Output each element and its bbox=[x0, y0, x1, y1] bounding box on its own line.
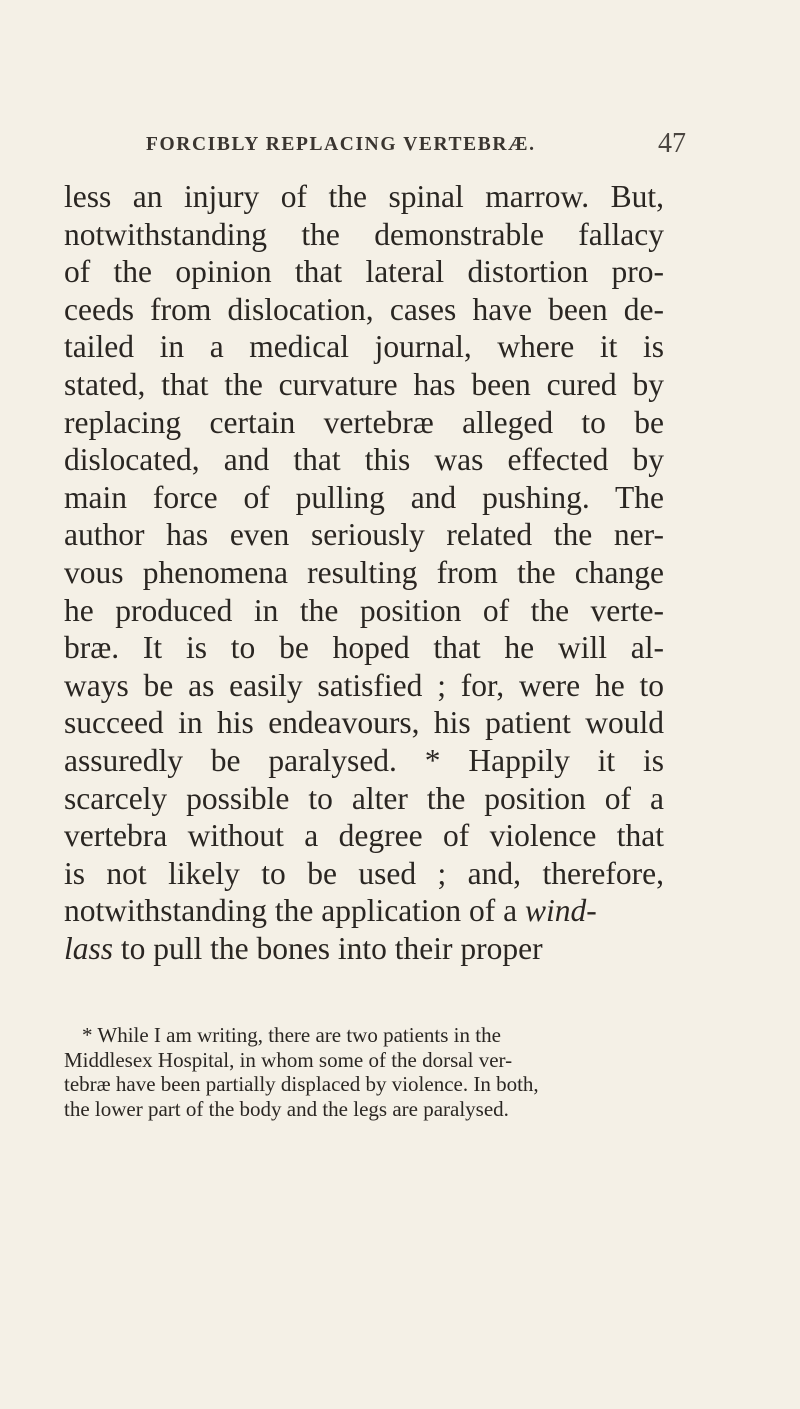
text-line: replacing certain vertebræ alleged to be bbox=[64, 404, 664, 440]
text-line: less an injury of the spinal marrow. But, bbox=[64, 179, 664, 214]
text-line: vertebra without a degree of violence that bbox=[64, 818, 664, 854]
text-line: assuredly be paralysed. * Happily it is bbox=[64, 742, 664, 778]
text-line: author has even seriously related the ner- bbox=[64, 517, 664, 553]
running-head bbox=[146, 128, 686, 174]
footnote-line: the lower part of the body and the legs are paralysed. bbox=[64, 1096, 509, 1121]
page-number: 47 bbox=[658, 128, 686, 159]
text-line: main force of pulling and pushing. The bbox=[64, 479, 664, 515]
text-line: ways be as easily satisfied ; for, were he to bbox=[64, 667, 664, 703]
text-line: of the opinion that lateral distortion pro- bbox=[64, 254, 664, 290]
text-line: scarcely possible to alter the position of a bbox=[64, 780, 664, 816]
text-line: bræ. It is to be hoped that he will al- bbox=[64, 630, 664, 666]
body-text bbox=[64, 178, 664, 967]
text-line: is not likely to be used ; and, therefore, bbox=[64, 855, 664, 891]
footnote-line: Middlesex Hospital, in whom some of the dorsal ver- bbox=[64, 1047, 513, 1072]
running-title: FORCIBLY REPLACING VERTEBRÆ. bbox=[146, 134, 536, 155]
text-line: notwithstanding the demonstrable fallacy bbox=[64, 216, 664, 252]
text-line: dislocated, and that this was effected by bbox=[64, 442, 664, 478]
italic-word: lass bbox=[64, 930, 114, 966]
text-line: he produced in the position of the verte- bbox=[64, 592, 664, 628]
text-line bbox=[64, 892, 664, 930]
footnote-line: tebræ have been partially displaced by violence. In both, bbox=[64, 1072, 539, 1096]
footnote bbox=[64, 1023, 654, 1121]
text-line: stated, that the curvature has been cured by bbox=[64, 366, 664, 402]
italic-word: wind- bbox=[525, 893, 597, 929]
text-line-segment: to pull the bones into their proper bbox=[113, 930, 543, 966]
text-line: vous phenomena resulting from the change bbox=[64, 554, 664, 590]
text-line-segment: notwithstanding the application of a bbox=[64, 893, 526, 929]
text-line bbox=[64, 930, 664, 968]
footnote-line: * While I am writing, there are two patients in the bbox=[82, 1023, 501, 1047]
text-line: ceeds from dislocation, cases have been de- bbox=[64, 291, 664, 327]
text-line: tailed in a medical journal, where it is bbox=[64, 329, 664, 365]
text-line: succeed in his endeavours, his patient would bbox=[64, 705, 664, 741]
